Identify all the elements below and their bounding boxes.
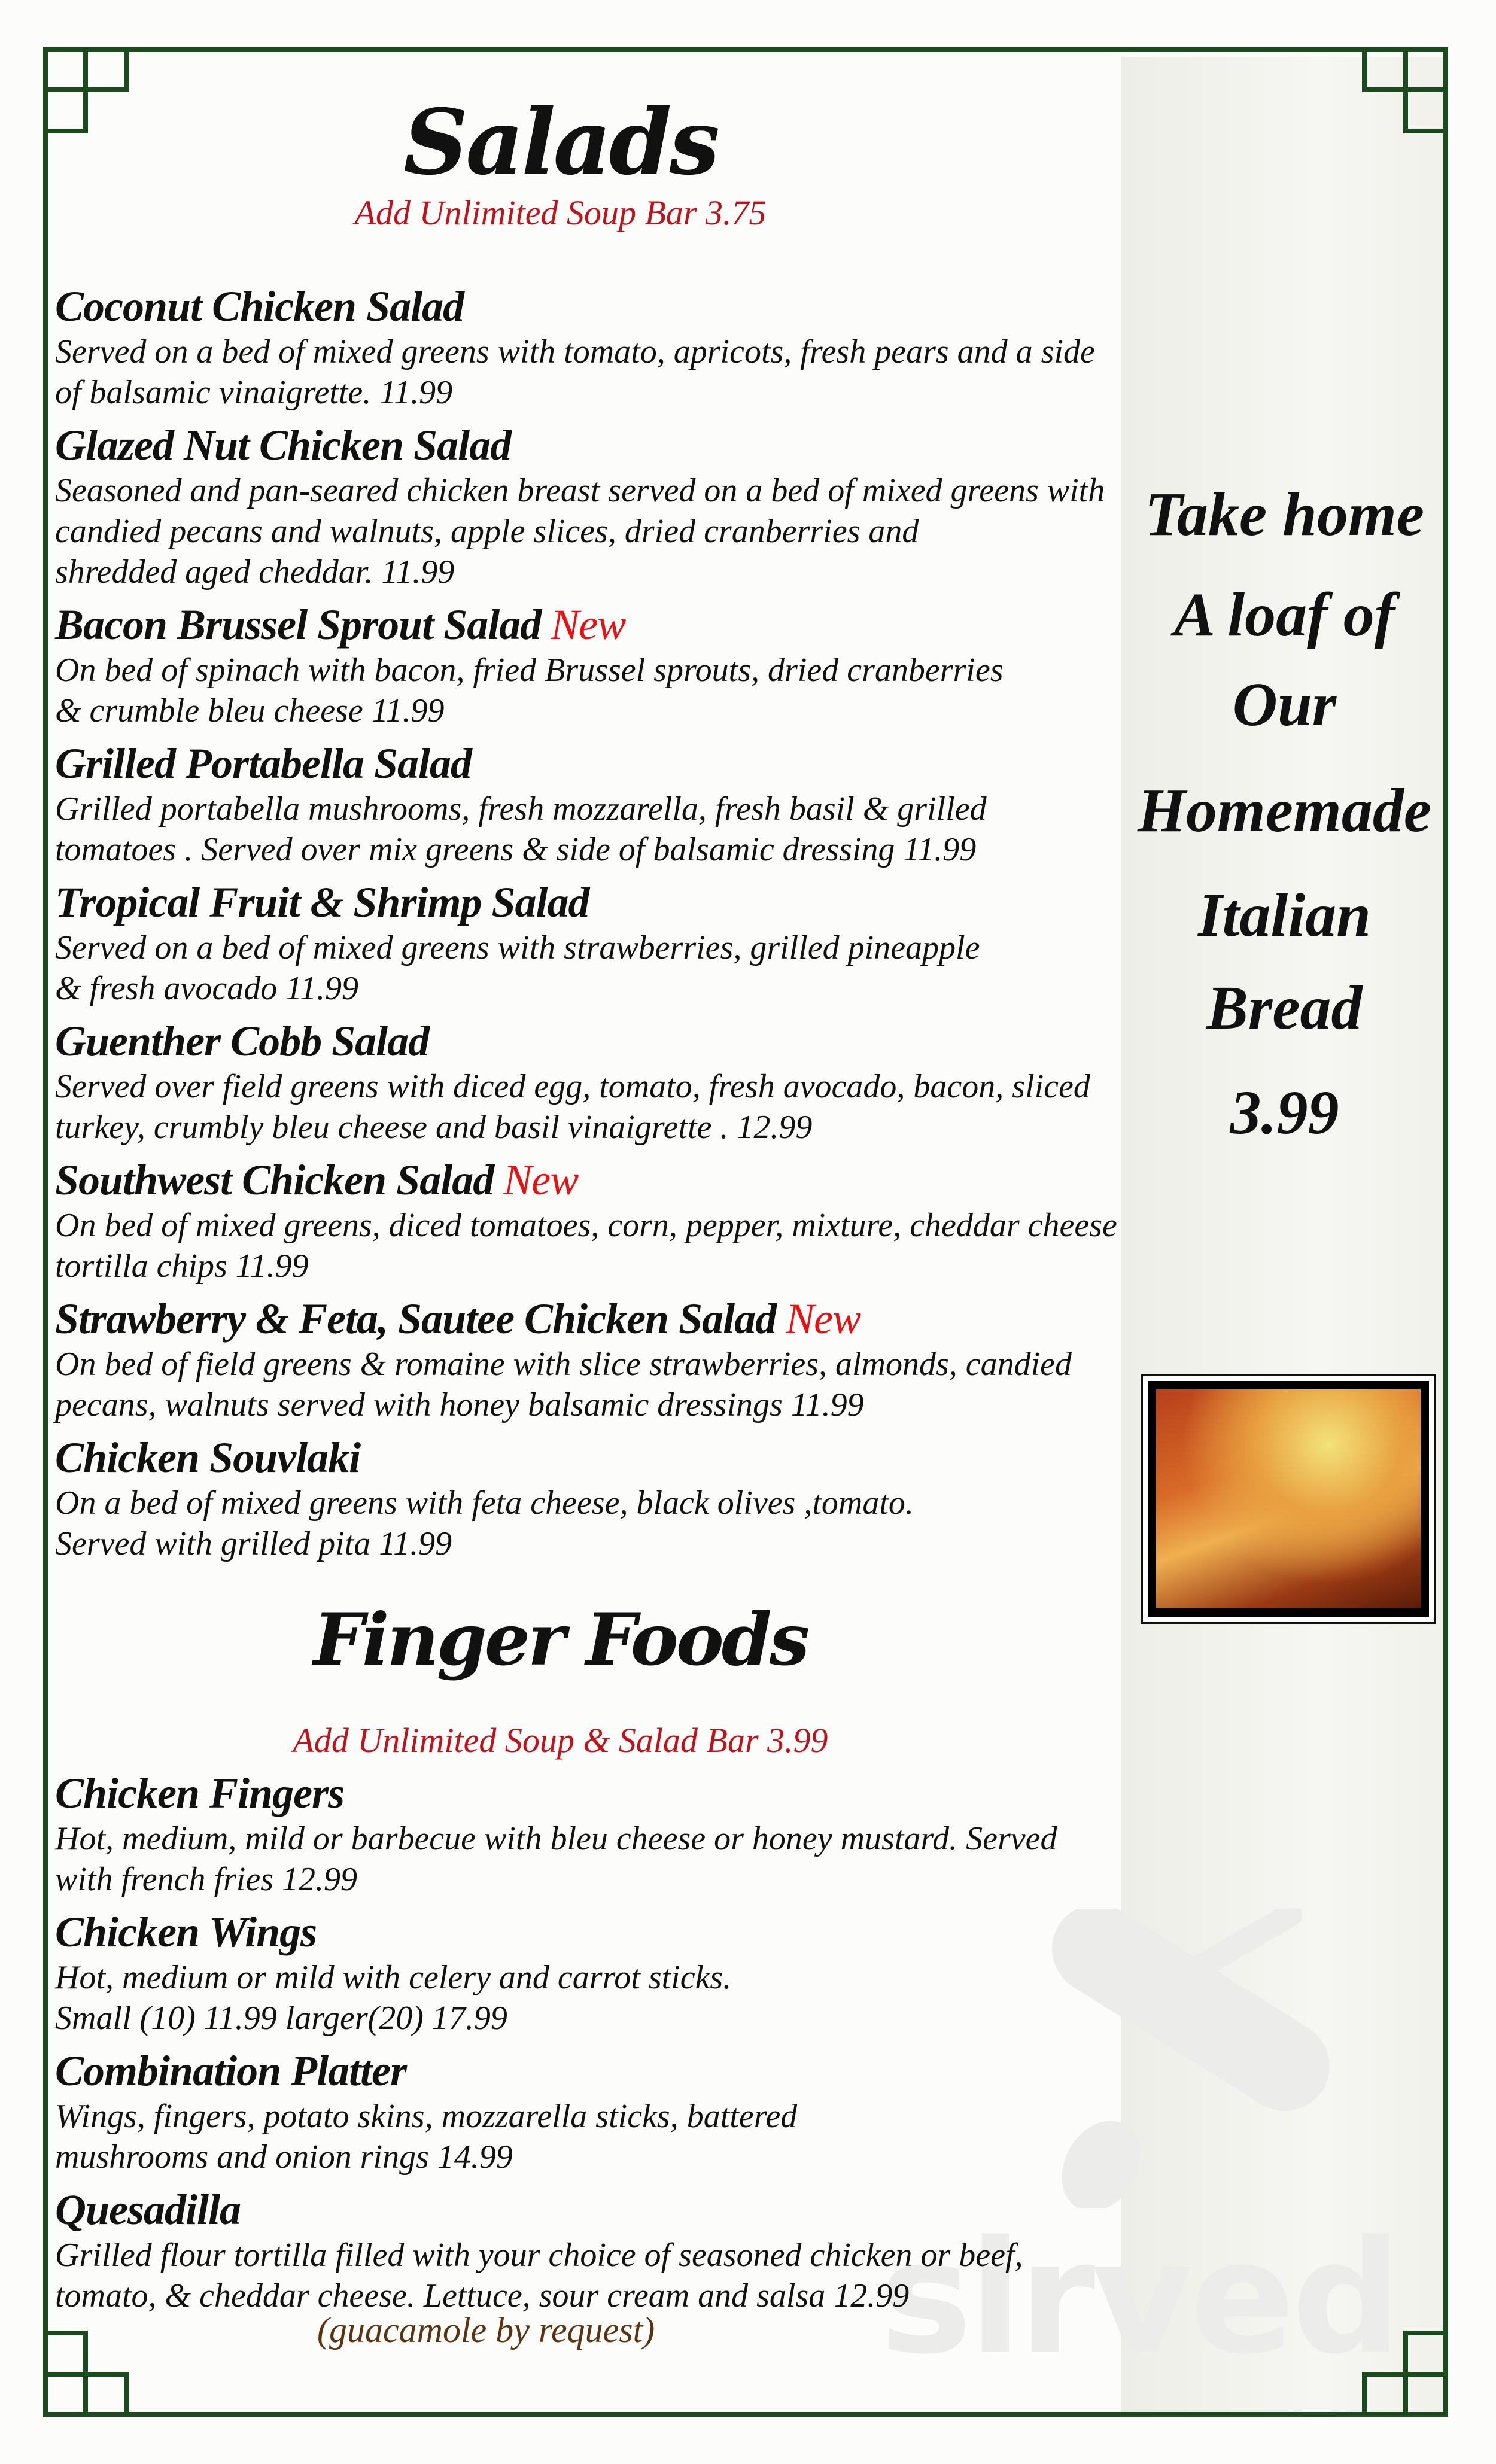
guacamole-note: (guacamole by request) <box>317 2310 655 2350</box>
promo-line: Italian <box>1198 881 1371 950</box>
promo-line: A loaf of <box>1173 580 1395 649</box>
menu-item-description: candied pecans and walnuts, apple slices, dried cranberries and <box>55 513 919 550</box>
menu-item-title <box>55 2185 1126 2235</box>
menu-item-description: On a bed of mixed greens with feta cheese, black olives ,tomato. <box>55 1485 914 1522</box>
menu-item <box>55 1294 1126 1425</box>
menu-item <box>55 420 1126 592</box>
menu-item-description: Seasoned and pan-seared chicken breast served on a bed of mixed greens with <box>55 472 1105 509</box>
menu-item-title <box>55 1907 1126 1957</box>
menu-item-description: tomato, & cheddar cheese. Lettuce, sour cream and salsa 12.99 <box>55 2277 910 2314</box>
promo-line: Bread <box>1206 974 1363 1042</box>
canal-painting-image <box>1148 1381 1429 1617</box>
menu-item-description: shredded aged cheddar. 11.99 <box>55 553 455 591</box>
promo-line: Homemade <box>1137 776 1431 845</box>
menu-item-description: & fresh avocado 11.99 <box>55 970 359 1007</box>
corner-ornament-bottom-left <box>43 2321 139 2417</box>
menu-item-title <box>55 600 1126 650</box>
menu-item <box>55 2185 1126 2316</box>
menu-item-description: Grilled portabella mushrooms, fresh mozzarella, fresh basil & grilled <box>55 790 987 828</box>
menu-item-description: Wings, fingers, potato skins, mozzarella sticks, battered <box>55 2098 798 2135</box>
menu-item-description: with french fries 12.99 <box>55 1861 358 1898</box>
salads-list <box>55 281 1126 1571</box>
menu-item-description: tomatoes . Served over mix greens & side of balsamic dressing 11.99 <box>55 831 977 868</box>
menu-item-description: mushrooms and onion rings 14.99 <box>55 2138 513 2176</box>
menu-item-title <box>55 2046 1126 2096</box>
menu-item-title <box>55 1432 1126 1483</box>
menu-item-description: Served on a bed of mixed greens with strawberries, grilled pineapple <box>55 929 980 966</box>
menu-item-description: On bed of field greens & romaine with slice strawberries, almonds, candied <box>55 1346 1072 1383</box>
menu-item-name: Chicken Souvlaki <box>55 1434 361 1482</box>
menu-item <box>55 281 1126 413</box>
menu-item-title <box>55 1016 1126 1066</box>
menu-item-title <box>55 738 1126 789</box>
menu-item-description: On bed of mixed greens, diced tomatoes, corn, pepper, mixture, cheddar cheese <box>55 1207 1117 1244</box>
menu-item-name: Chicken Wings <box>55 1908 317 1956</box>
menu-item-description: Small (10) 11.99 larger(20) 17.99 <box>55 2000 507 2037</box>
menu-item <box>55 877 1126 1009</box>
new-badge: New <box>551 601 626 649</box>
menu-item <box>55 2046 1126 2177</box>
painting-image-frame <box>1141 1374 1436 1624</box>
menu-item-description: Grilled flour tortilla filled with your choice of seasoned chicken or beef, <box>55 2237 1023 2274</box>
menu-item-name: Guenther Cobb Salad <box>55 1017 430 1065</box>
menu-item-name: Chicken Fingers <box>55 1769 345 1817</box>
corner-ornament-top-right <box>1352 47 1448 143</box>
menu-item <box>55 600 1126 731</box>
menu-item-description: Hot, medium, mild or barbecue with bleu cheese or honey mustard. Served <box>55 1820 1057 1857</box>
new-badge: New <box>786 1295 861 1343</box>
menu-item-description: Served on a bed of mixed greens with tomato, apricots, fresh pears and a side <box>55 333 1095 370</box>
salads-heading: Salads <box>403 90 718 195</box>
menu-item-title <box>55 281 1126 331</box>
menu-item-description: Served over field greens with diced egg, tomato, fresh avocado, bacon, sliced <box>55 1068 1090 1105</box>
promo-line: Our <box>1232 670 1337 739</box>
menu-item-title <box>55 420 1126 470</box>
menu-item <box>55 738 1126 870</box>
menu-item <box>55 1768 1126 1900</box>
finger-foods-heading: Finger Foods <box>313 1598 808 1682</box>
watermark-logo: sirved <box>880 2208 1400 2389</box>
new-badge: New <box>503 1156 579 1204</box>
menu-item-name: Bacon Brussel Sprout Salad <box>55 601 542 649</box>
menu-item-description: & crumble bleu cheese 11.99 <box>55 692 445 729</box>
menu-item-description: Served with grilled pita 11.99 <box>55 1525 452 1562</box>
menu-item-name: Grilled Portabella Salad <box>55 740 472 787</box>
menu-item-description: Hot, medium or mild with celery and carrot sticks. <box>55 1959 732 1996</box>
menu-item-name: Coconut Chicken Salad <box>55 282 464 330</box>
menu-item-name: Combination Platter <box>55 2047 407 2095</box>
salads-subtitle: Add Unlimited Soup Bar 3.75 <box>354 193 767 232</box>
menu-item-description: turkey, crumbly bleu cheese and basil vinaigrette . 12.99 <box>55 1109 813 1146</box>
menu-item-name: Quesadilla <box>55 2186 241 2234</box>
menu-item-name: Glazed Nut Chicken Salad <box>55 421 512 469</box>
menu-item-title <box>55 1155 1126 1205</box>
finger-foods-list <box>55 1768 1126 2323</box>
promo-line: 3.99 <box>1230 1078 1339 1147</box>
menu-item-name: Tropical Fruit & Shrimp Salad <box>55 878 589 926</box>
promo-line: Take home <box>1144 480 1425 549</box>
menu-item-description: of balsamic vinaigrette. 11.99 <box>55 374 453 411</box>
menu-item-name: Southwest Chicken Salad <box>55 1156 494 1204</box>
menu-item <box>55 1016 1126 1148</box>
menu-item-description: tortilla chips 11.99 <box>55 1248 309 1285</box>
menu-item-title <box>55 1294 1126 1344</box>
menu-item-title <box>55 877 1126 927</box>
menu-item-name: Strawberry & Feta, Sautee Chicken Salad <box>55 1295 777 1343</box>
menu-item <box>55 1907 1126 2039</box>
menu-item <box>55 1432 1126 1564</box>
menu-item-title <box>55 1768 1126 1818</box>
menu-item <box>55 1155 1126 1286</box>
menu-item-description: On bed of spinach with bacon, fried Brussel sprouts, dried cranberries <box>55 652 1004 689</box>
finger-foods-subtitle: Add Unlimited Soup & Salad Bar 3.99 <box>293 1721 828 1760</box>
menu-item-description: pecans, walnuts served with honey balsamic dressings 11.99 <box>55 1386 864 1423</box>
